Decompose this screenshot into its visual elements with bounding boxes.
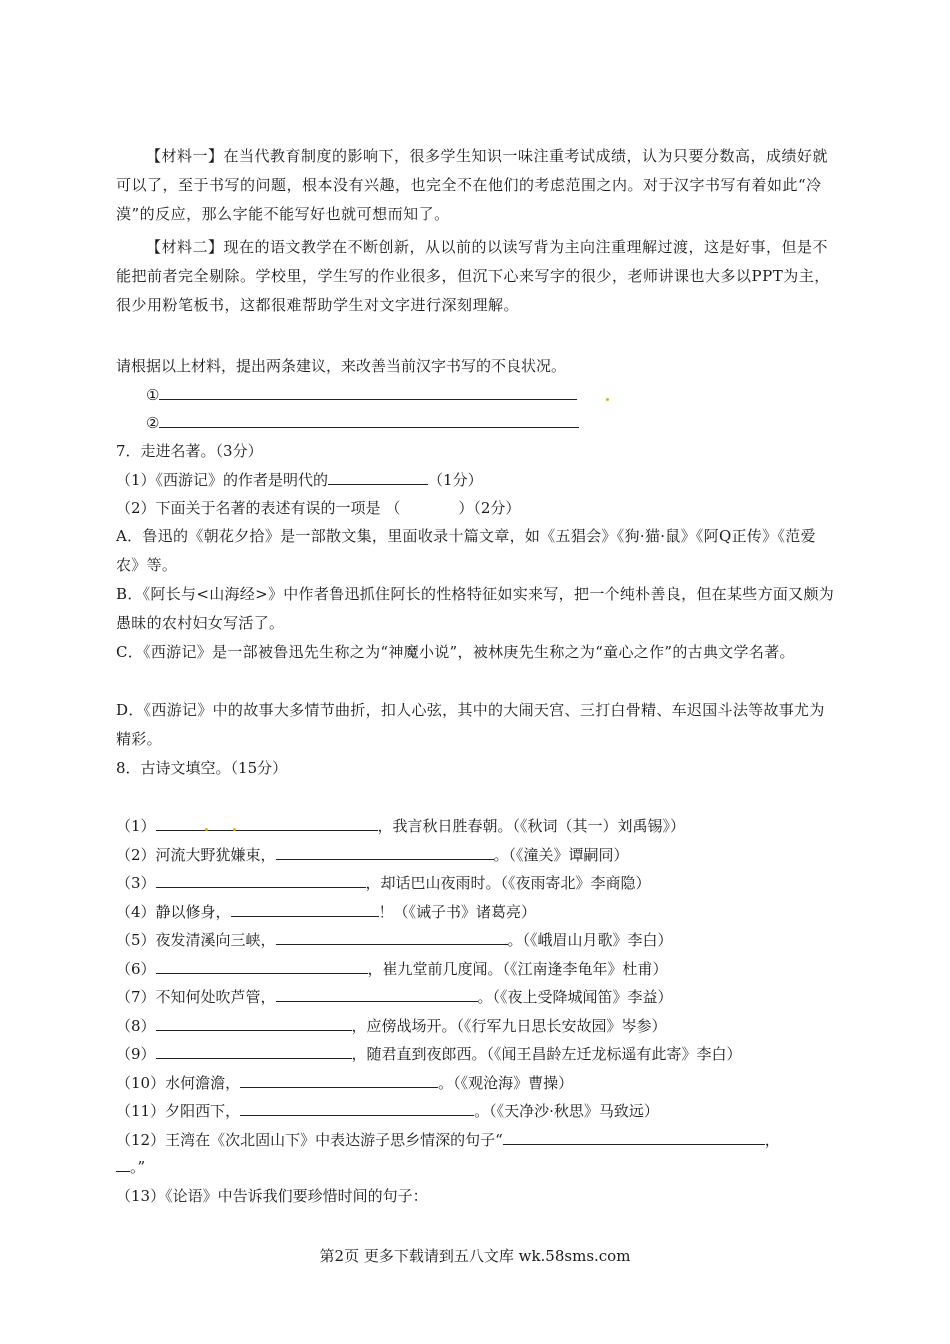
poem-blank-10[interactable] [240,1072,438,1088]
option-b: B．《阿长与<山海经>》中作者鲁迅抓住阿长的性格特征如实来写，把一个纯朴善良，但在某些方面又颇为愚昧的农村妇女写活了。 [116,585,835,632]
poem-item-13: （13）《论语》中告诉我们要珍惜时间的句子： [116,1187,428,1205]
option-c: C．《西游记》是一部被鲁迅先生称之为“神魔小说”，被林庚先生称之为“童心之作”的古典文学名著。 [116,643,795,661]
question-7-title: 7．走进名著。（3分） [116,442,263,460]
poem-blank-8[interactable] [156,1015,352,1031]
poem-item-3-pre: （3） [116,874,156,892]
option-a: A．鲁迅的《朝花夕拾》是一部散文集，里面收录十篇文章，如《五猖会》《狗·猫·鼠》《阿Q正传》《范爱农》等。 [116,527,816,574]
poem-item-12-pre: （12）王湾在《次北固山下》中表达游子思乡情深的句子“ [116,1131,503,1149]
poem-blank-11[interactable] [240,1100,474,1116]
poem-item-12 [116,1129,780,1150]
author-blank[interactable] [328,469,428,485]
poem-item-11-post: 。（《天净沙·秋思》马致远） [474,1102,659,1120]
poem-item-11 [116,1100,659,1121]
scan-speck [233,828,236,831]
poem-blank-5[interactable] [276,929,508,945]
poem-item-9 [116,1043,742,1064]
scan-speck [606,398,609,401]
question-8-title: 8．古诗文填空。（15分） [116,759,288,777]
poem-item-12-cont [116,1157,145,1177]
poem-item-8 [116,1015,667,1036]
poem-item-6-post: ，崔九堂前几度闻。（《江南逢李龟年》杜甫） [367,960,668,978]
poem-item-6-pre: （6） [116,960,156,978]
question-7-sub2-score: ）（2分） [458,499,521,517]
poem-item-4 [116,901,536,922]
poem-item-10-pre: （10）水何澹澹， [116,1074,241,1092]
poem-item-9-pre: （9） [116,1045,156,1063]
poem-blank-4[interactable] [231,901,379,917]
poem-item-5-post: 。（《峨眉山月歌》李白） [507,931,673,949]
option-d: D．《西游记》中的故事大多情节曲折，扣人心弦，其中的大闹天宫、三打白骨精、车迟国斗法等故事尤为精彩。 [116,701,825,748]
poem-blank-12b[interactable] [116,1159,130,1172]
poem-item-2-pre: （2）河流大野犹嫌束， [116,846,276,864]
scan-speck [205,828,208,831]
answer-blank-1[interactable] [159,384,577,400]
material-two [116,233,836,320]
material-two-text: 现在的语文教学在不断创新，从以前的以读写背为主向注重理解过渡，这是好事，但是不能把前者完全剔除。学校里，学生写的作业很多，但沉下心来写字的很少，老师讲课也大多以PPT为主，很少用粉笔板书，这都很难帮助学生对文字进行深刻理解。 [116,238,830,314]
answer-mark-1: ① [146,386,160,404]
poem-item-8-pre: （8） [116,1017,156,1035]
poem-item-2 [116,844,629,865]
poem-item-11-pre: （11）夕阳西下， [116,1102,241,1120]
poem-item-8-post: ，应傍战场开。（《行军九日思长安故园》岑参） [351,1017,667,1035]
poem-blank-9[interactable] [156,1043,352,1059]
poem-blank-6[interactable] [156,958,368,974]
poem-blank-12a[interactable] [503,1129,765,1145]
poem-item-1-post: ，我言秋日胜春朝。（《秋词（其一）刘禹锡》） [377,817,686,835]
poem-item-12-end: 。” [130,1158,146,1176]
answer-line-2 [146,412,579,433]
poem-blank-2[interactable] [276,844,494,860]
material-two-tag: 【材料二】 [146,238,224,256]
poem-blank-7[interactable] [276,986,478,1002]
poem-item-4-post: ！（《诫子书》诸葛亮） [378,903,537,921]
poem-item-3-post: ，却话巴山夜雨时。（《夜雨寄北》李商隐） [365,874,651,892]
answer-line-1 [146,384,577,405]
question-7-sub1 [116,469,483,490]
poem-item-5-pre: （5）夜发清溪向三峡， [116,931,276,949]
poem-item-7 [116,986,673,1007]
poem-item-12-mid: ， [764,1131,780,1149]
poem-item-1-pre: （1） [116,817,156,835]
poem-item-1 [116,815,685,836]
poem-item-5 [116,929,673,950]
question-7-sub2 [116,498,520,518]
poem-blank-3[interactable] [156,872,366,888]
question-7-sub1-score: （1分） [428,471,483,489]
answer-mark-2: ② [146,414,160,432]
material-one-tag: 【材料一】 [146,147,224,165]
question-7-sub2-text: （2）下面关于名著的表述有误的一项是 （ [116,499,401,517]
poem-blank-1[interactable] [156,815,378,831]
poem-item-3 [116,872,651,893]
material-one-text: 在当代教育制度的影响下，很多学生知识一味注重考试成绩，认为只要分数高，成绩好就可以了，至于书写的问题，根本没有兴趣，也完全不在他们的考虑范围之内。对于汉字书写有着如此“冷漠”的反应，那么字能不能写好也就可想而知了。 [116,147,829,223]
material-one [116,142,836,229]
poem-item-10-post: 。（《观沧海》曹操） [438,1074,574,1092]
question-6-prompt: 请根据以上材料，提出两条建议，来改善当前汉字书写的不良状况。 [116,357,567,375]
poem-item-4-pre: （4）静以修身， [116,903,231,921]
page-footer: 第2页 更多下载请到五八文库 wk.58sms.com [319,1247,631,1265]
poem-item-7-post: 。（《夜上受降城闻笛》李益） [477,988,673,1006]
poem-item-7-pre: （7）不知何处吹芦管， [116,988,276,1006]
answer-blank-2[interactable] [159,412,579,428]
poem-item-2-post: 。（《潼关》谭嗣同） [493,846,629,864]
question-7-sub1-text: （1）《西游记》的作者是明代的 [116,471,329,489]
poem-item-6 [116,958,668,979]
poem-item-9-post: ，随君直到夜郎西。（《闻王昌龄左迁龙标遥有此寄》李白） [351,1045,742,1063]
poem-item-10 [116,1072,573,1093]
